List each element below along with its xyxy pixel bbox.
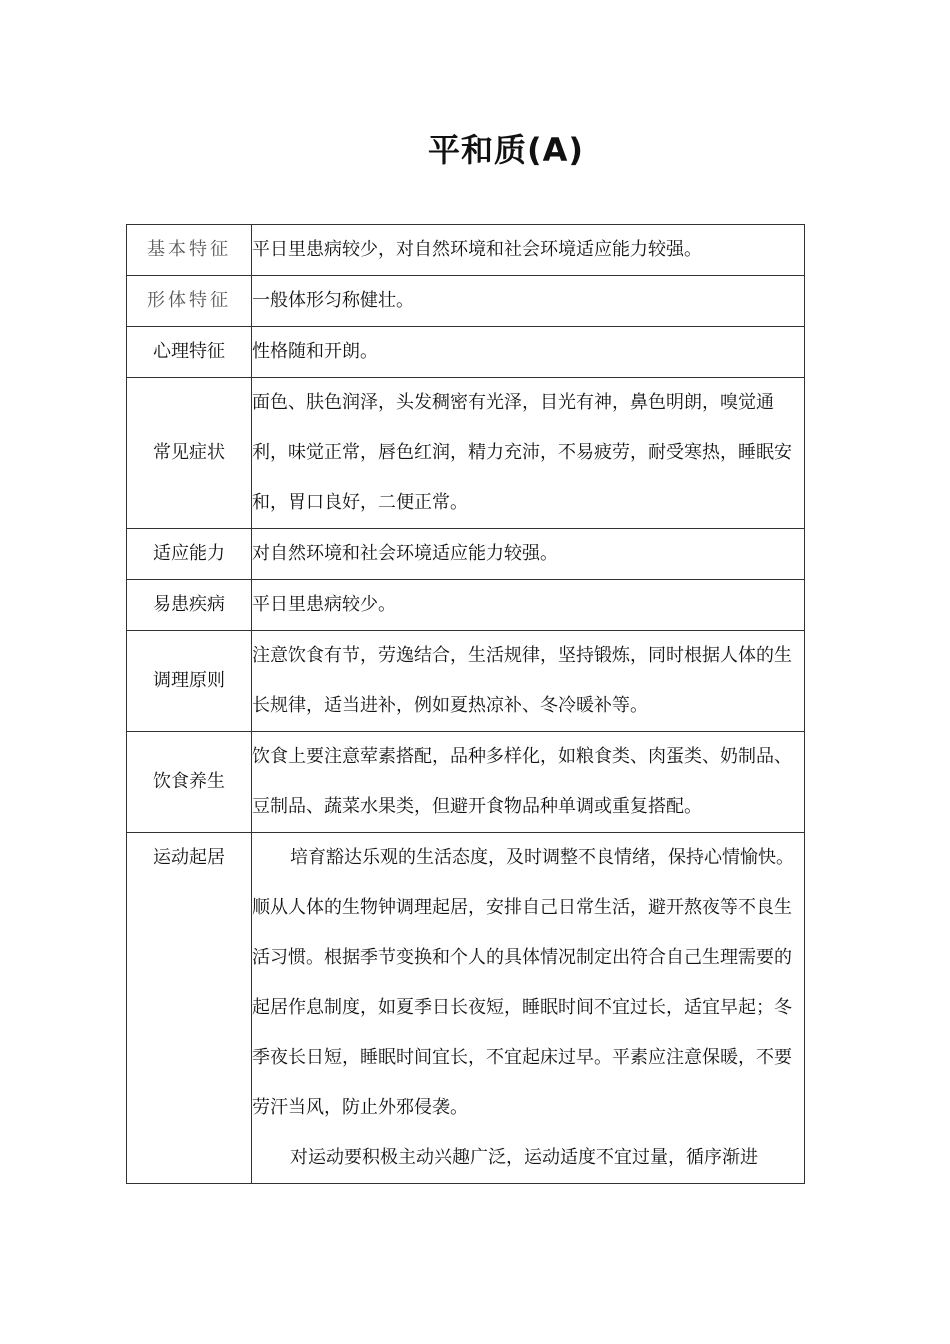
table-row-adaptability (127, 529, 805, 580)
row-content (252, 833, 805, 1184)
row-label: 适应能力 (127, 529, 252, 580)
table-row-exercise-lifestyle (127, 833, 805, 1184)
table-row-basic-features (127, 225, 805, 276)
row-label: 常见症状 (127, 378, 252, 529)
row-label: 基本特征 (127, 225, 252, 276)
row-content: 性格随和开朗。 (252, 327, 805, 378)
row-content: 饮食上要注意荤素搭配，品种多样化，如粮食类、肉蛋类、奶制品、豆制品、蔬菜水果类，但避开食物品种单调或重复搭配。 (252, 732, 805, 833)
row-label: 调理原则 (127, 631, 252, 732)
row-label: 易患疾病 (127, 580, 252, 631)
row-label: 形体特征 (127, 276, 252, 327)
row-label: 心理特征 (127, 327, 252, 378)
page-title: 平和质(A) (427, 131, 585, 169)
table-row-body-features (127, 276, 805, 327)
row-content: 平日里患病较少，对自然环境和社会环境适应能力较强。 (252, 225, 805, 276)
row-content: 注意饮食有节，劳逸结合，生活规律，坚持锻炼，同时根据人体的生长规律，适当进补，例如夏热凉补、冬冷暖补等。 (252, 631, 805, 732)
table-row-common-symptoms (127, 378, 805, 529)
paragraph: 培育豁达乐观的生活态度，及时调整不良情绪，保持心情愉快。顺从人体的生物钟调理起居，安排自己日常生活，避开熬夜等不良生活习惯。根据季节变换和个人的具体情况制定出符合自己生理需要的起居作息制度，如夏季日长夜短，睡眠时间不宜过长，适宜早起；冬季夜长日短，睡眠时间宜长，不宜起床过早。平素应注意保暖，不要劳汗当风，防止外邪侵袭。 (252, 847, 794, 1118)
table-row-mental-features (127, 327, 805, 378)
row-label: 饮食养生 (127, 732, 252, 833)
table-row-conditioning-principles (127, 631, 805, 732)
constitution-table (126, 224, 805, 1184)
row-content: 平日里患病较少。 (252, 580, 805, 631)
table-row-diet-health (127, 732, 805, 833)
paragraph: 对运动要积极主动兴趣广泛，运动适度不宜过量，循序渐进 (290, 1147, 758, 1168)
row-content: 对自然环境和社会环境适应能力较强。 (252, 529, 805, 580)
row-content: 一般体形匀称健壮。 (252, 276, 805, 327)
row-content: 面色、肤色润泽，头发稠密有光泽，目光有神，鼻色明朗，嗅觉通利，味觉正常，唇色红润，精力充沛，不易疲劳，耐受寒热，睡眠安和，胃口良好，二便正常。 (252, 378, 805, 529)
table-row-susceptible-diseases (127, 580, 805, 631)
row-label: 运动起居 (127, 833, 252, 1184)
